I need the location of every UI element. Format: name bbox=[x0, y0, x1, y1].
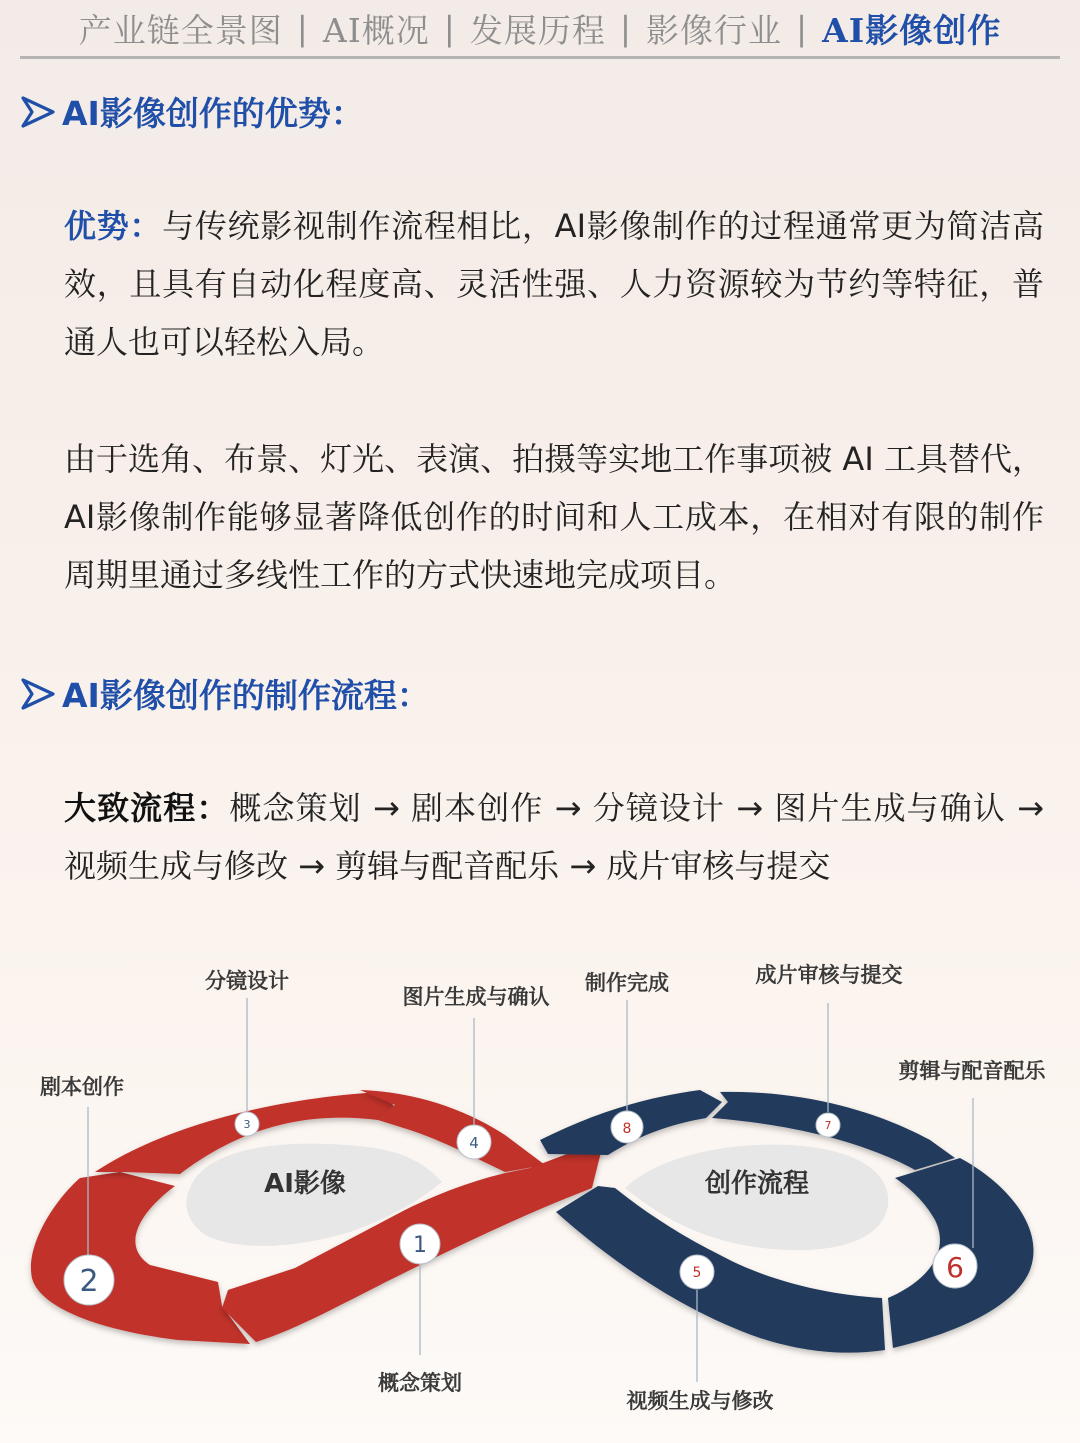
svg-text:5: 5 bbox=[692, 1265, 702, 1281]
advantages-paragraph bbox=[64, 197, 1044, 371]
cost-paragraph bbox=[64, 430, 1044, 604]
svg-text:3: 3 bbox=[243, 1118, 251, 1131]
left-core-label: AI影像 bbox=[264, 1169, 346, 1199]
paragraph-text: 由于选角、布景、灯光、表演、拍摄等实地工作事项被 AI 工具替代，AI影像制作能够显著降低创作的时间和人工成本，在相对有限的制作周期里通过多线性工作的方式快速地完成项目。 bbox=[64, 440, 1044, 594]
step-marker-1 bbox=[400, 1224, 440, 1264]
paragraph-text: 与传统影视制作流程相比，AI影像制作的过程通常更为简洁高效，且具有自动化程度高、灵活性强、人力资源较为节约等特征，普通人也可以轻松入局。 bbox=[64, 207, 1044, 361]
workflow-paragraph bbox=[64, 779, 1044, 895]
nav-item-imaging-industry[interactable]: 影像行业 bbox=[646, 10, 783, 50]
svg-text:8: 8 bbox=[622, 1121, 632, 1137]
step-label-storyboard: 分镜设计 bbox=[205, 969, 289, 993]
step-label-complete: 制作完成 bbox=[585, 971, 669, 995]
paragraph-text: 概念策划 → 剧本创作 → 分镜设计 → 图片生成与确认 → 视频生成与修改 → 剪辑与配音配乐 → 成片审核与提交 bbox=[64, 789, 1044, 885]
chevron-arrow-icon bbox=[20, 676, 56, 712]
section-heading-workflow bbox=[20, 670, 430, 717]
step-marker-3 bbox=[235, 1112, 259, 1136]
chevron-arrow-icon bbox=[20, 94, 56, 130]
nav-item-chain-map[interactable]: 产业链全景图 bbox=[78, 10, 283, 50]
step-marker-4 bbox=[457, 1125, 491, 1159]
svg-text:2: 2 bbox=[79, 1264, 99, 1299]
infinity-workflow-diagram bbox=[0, 950, 1080, 1443]
step-label-editing: 剪辑与配音配乐 bbox=[898, 1059, 1046, 1083]
step-marker-6 bbox=[933, 1244, 977, 1288]
step-label-video-gen: 视频生成与修改 bbox=[626, 1389, 774, 1413]
svg-text:6: 6 bbox=[946, 1251, 964, 1284]
svg-text:4: 4 bbox=[469, 1134, 479, 1152]
nav-item-history[interactable]: 发展历程 bbox=[469, 10, 606, 50]
nav-item-ai-creation-active[interactable]: AI影像创作 bbox=[822, 10, 1002, 50]
step-label-script: 剧本创作 bbox=[40, 1075, 124, 1099]
nav-separator: | bbox=[443, 8, 456, 48]
nav-separator: | bbox=[796, 8, 809, 48]
nav-item-ai-overview[interactable]: AI概况 bbox=[322, 10, 430, 50]
section-heading-advantages bbox=[20, 88, 364, 135]
step-marker-7 bbox=[816, 1113, 840, 1137]
nav-separator: | bbox=[619, 8, 633, 48]
nav-separator: | bbox=[296, 8, 309, 48]
step-marker-2 bbox=[64, 1255, 114, 1305]
top-nav bbox=[0, 0, 1080, 56]
step-label-concept: 概念策划 bbox=[378, 1371, 462, 1395]
heading-text: AI影像创作的优势： bbox=[62, 94, 364, 133]
step-marker-5 bbox=[680, 1255, 714, 1289]
right-core-label: 创作流程 bbox=[704, 1169, 810, 1199]
heading-text: AI影像创作的制作流程： bbox=[62, 676, 430, 715]
svg-text:1: 1 bbox=[413, 1233, 427, 1258]
paragraph-lead: 大致流程： bbox=[64, 789, 230, 827]
svg-text:7: 7 bbox=[824, 1119, 832, 1132]
nav-divider bbox=[20, 56, 1060, 59]
step-label-image-gen: 图片生成与确认 bbox=[402, 985, 550, 1009]
paragraph-lead: 优势： bbox=[64, 207, 163, 245]
step-marker-8 bbox=[611, 1111, 643, 1143]
step-label-review: 成片审核与提交 bbox=[755, 963, 903, 987]
